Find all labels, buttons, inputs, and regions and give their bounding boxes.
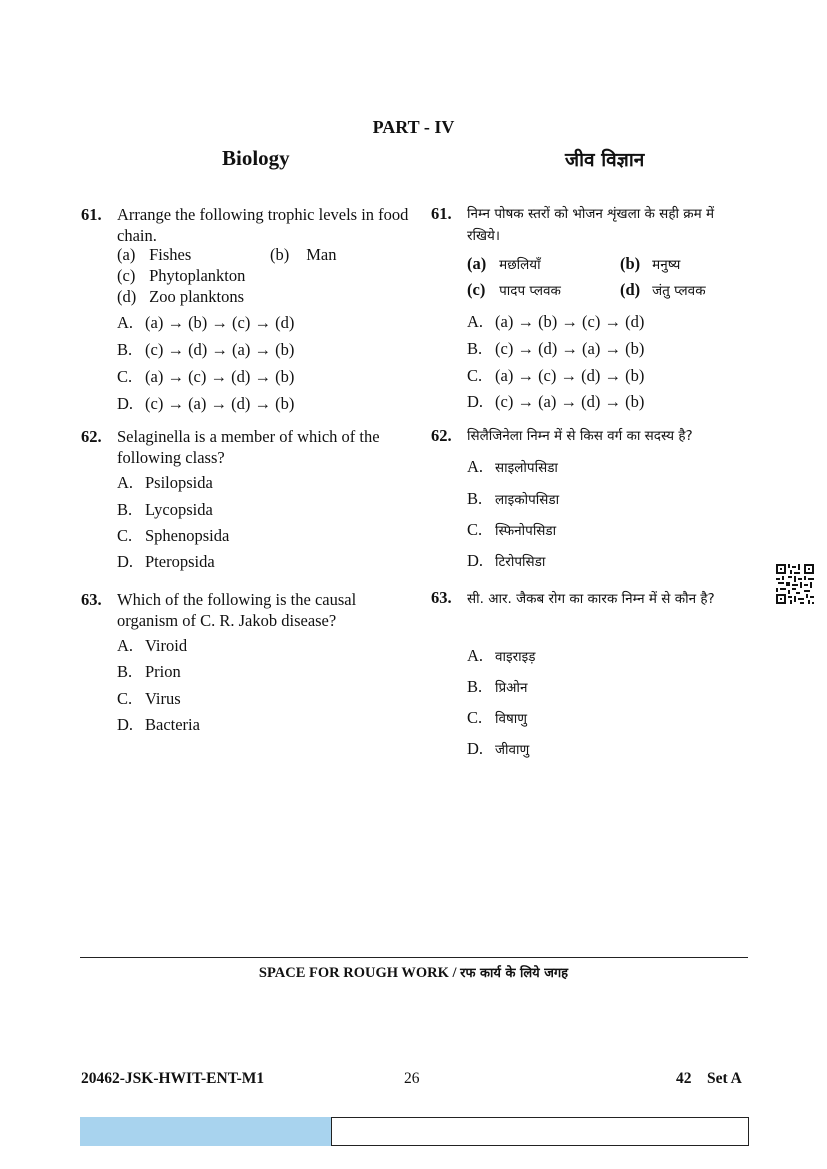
- question-62-en: [81, 426, 391, 468]
- item-c: (c) Phytoplankton: [117, 266, 246, 285]
- option-d[interactable]: D. टिरोपसिडा: [467, 551, 546, 570]
- question-text: सिलैजिनेला निम्न में से किस वर्ग का सदस्य है?: [467, 428, 693, 444]
- section-title-hindi: जीव विज्ञान: [565, 149, 645, 171]
- question-text: Which of the following is the causal organism of C. R. Jakob disease?: [117, 590, 357, 630]
- question-text: Selaginella is a member of which of the following class?: [117, 427, 380, 467]
- option-c[interactable]: C. Virus: [117, 689, 181, 708]
- item-a: (a) Fishes: [117, 245, 192, 264]
- question-text: निम्न पोषक स्तरों को भोजन शृंखला के सही क्रम में रखिये।: [467, 206, 715, 244]
- question-number: 63.: [81, 590, 102, 609]
- option-d[interactable]: D. Bacteria: [117, 715, 200, 734]
- question-count: 42: [676, 1070, 692, 1087]
- question-61-hi: [431, 203, 747, 247]
- option-a[interactable]: A. (a) → (b) → (c) → (d): [467, 312, 645, 331]
- option-a[interactable]: A. Viroid: [117, 636, 188, 655]
- option-b[interactable]: B. (c) → (d) → (a) → (b): [467, 339, 645, 358]
- option-b[interactable]: B. प्रिओन: [467, 677, 528, 696]
- option-c[interactable]: C. स्फिनोपसिडा: [467, 520, 557, 539]
- option-b[interactable]: B. Lycopsida: [117, 500, 213, 519]
- option-a[interactable]: A. वाइराइड़: [467, 646, 536, 665]
- option-d[interactable]: D. Pteropsida: [117, 552, 215, 571]
- option-a[interactable]: A. (a) → (b) → (c) → (d): [117, 313, 295, 332]
- option-a[interactable]: A. साइलोपसिडा: [467, 457, 558, 476]
- set-label: Set A: [707, 1070, 742, 1087]
- item-d: (d) जंतु प्लवक: [620, 280, 706, 299]
- option-d[interactable]: D. जीवाणु: [467, 739, 530, 758]
- item-d: (d) Zoo planktons: [117, 287, 244, 306]
- paper-code: 20462-JSK-HWIT-ENT-M1: [81, 1070, 265, 1087]
- question-number: 61.: [431, 204, 452, 223]
- rough-work-divider: [80, 957, 748, 958]
- qr-code-icon: [776, 564, 814, 604]
- question-63-hi: [431, 587, 747, 611]
- item-a: (a) मछलियाँ: [467, 254, 541, 273]
- item-b: (b) मनुष्य: [620, 254, 681, 273]
- option-a[interactable]: A. Psilopsida: [117, 473, 213, 492]
- page-number: 26: [404, 1070, 420, 1087]
- question-61-en: [81, 204, 411, 246]
- option-b[interactable]: B. Prion: [117, 662, 181, 681]
- option-c[interactable]: C. विषाणु: [467, 708, 528, 727]
- question-text: सी. आर. जैकब रोग का कारक निम्न में से कौन है?: [467, 591, 715, 607]
- question-62-hi: [431, 425, 747, 447]
- footer-color-bar: [80, 1117, 331, 1146]
- rough-work-label: SPACE FOR ROUGH WORK / रफ कार्य के लिये जगह: [258, 965, 569, 981]
- item-b: (b) Man: [270, 245, 337, 264]
- option-c[interactable]: C. (a) → (c) → (d) → (b): [117, 367, 295, 386]
- section-title-english: Biology: [222, 146, 290, 170]
- question-number: 61.: [81, 205, 102, 224]
- question-number: 63.: [431, 588, 452, 607]
- footer-box: [331, 1117, 749, 1146]
- option-b[interactable]: B. लाइकोपसिडा: [467, 489, 560, 508]
- question-number: 62.: [431, 426, 452, 445]
- item-c: (c) पादप प्लवक: [467, 280, 561, 299]
- option-b[interactable]: B. (c) → (d) → (a) → (b): [117, 340, 295, 359]
- question-63-en: [81, 589, 391, 631]
- option-c[interactable]: C. (a) → (c) → (d) → (b): [467, 366, 645, 385]
- question-text: Arrange the following trophic levels in food chain.: [117, 205, 409, 245]
- option-c[interactable]: C. Sphenopsida: [117, 526, 230, 545]
- option-d[interactable]: D. (c) → (a) → (d) → (b): [117, 394, 295, 413]
- question-number: 62.: [81, 427, 102, 446]
- part-title: PART - IV: [372, 117, 455, 137]
- option-d[interactable]: D. (c) → (a) → (d) → (b): [467, 392, 645, 411]
